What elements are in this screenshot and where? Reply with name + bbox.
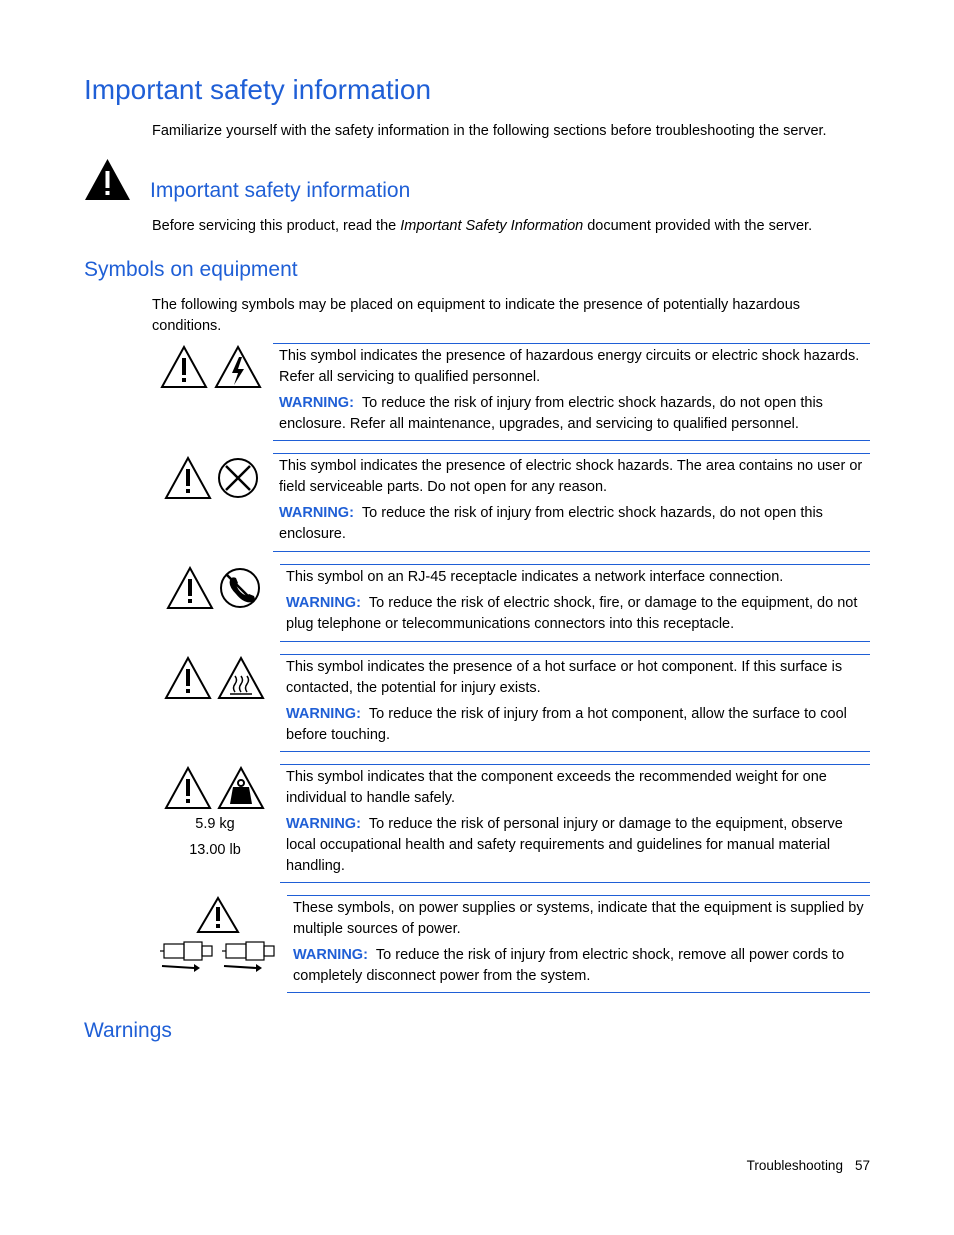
symbol-description: This symbol indicates the presence of a hot surface or hot component. If this surface is contacted, the potential for injury exists. <box>286 659 843 696</box>
intro-text: Familiarize yourself with the safety information in the following sections before troubleshooting the server. <box>152 123 827 139</box>
warning-and-lightning-icon <box>160 345 264 389</box>
section-heading-symbols: Symbols on equipment <box>84 258 298 281</box>
symbol-description: This symbol indicates that the component exceeds the recommended weight for one individual to handle safely. <box>286 769 827 806</box>
symbol-warning: WARNING: To reduce the risk of injury from electric shock, remove all power cords to completely disconnect power from the system. <box>293 947 845 984</box>
symbol-warning: WARNING: To reduce the risk of injury from a hot component, allow the surface to cool before touching. <box>286 706 847 743</box>
page-title: Important safety information <box>84 74 432 105</box>
warning-and-heavy-weight-icon <box>164 766 266 810</box>
warning-and-multiple-power-supplies-icon <box>156 896 280 974</box>
weight-kg-caption: 5.9 kg <box>195 816 235 832</box>
symbol-description: This symbol indicates the presence of hazardous energy circuits or electric shock hazards. Refer all servicing to qualified personnel. <box>279 348 860 385</box>
section-heading-warnings: Warnings <box>84 1019 172 1042</box>
symbol-description: This symbol on an RJ-45 receptacle indicates a network interface connection. <box>286 569 784 585</box>
section-safety-text: Before servicing this product, read the Important Safety Information document provided with the server. <box>152 218 813 234</box>
page-footer <box>735 1158 870 1173</box>
warning-and-hot-surface-icon <box>164 656 266 700</box>
page-number: 57 <box>854 1158 870 1173</box>
footer-section: Troubleshooting <box>746 1158 843 1173</box>
symbol-warning: WARNING: To reduce the risk of injury from electric shock hazards, do not open this enclosure. Refer all maintenance, upgrades, and servicing to qualified personnel. <box>279 395 823 432</box>
warning-and-no-telephone-icon <box>166 566 264 610</box>
symbols-intro-text: The following symbols may be placed on equipment to indicate the presence of potentially hazardous conditions. <box>152 297 801 334</box>
warning-and-no-tools-icon <box>164 456 262 500</box>
section-heading-safety: Important safety information <box>150 179 411 202</box>
symbol-warning: WARNING: To reduce the risk of electric shock, fire, or damage to the equipment, do not plug telephone or telecommunications connectors into this receptacle. <box>286 595 858 632</box>
warning-triangle-icon <box>84 158 131 201</box>
weight-lb-caption: 13.00 lb <box>189 842 241 858</box>
symbol-warning: WARNING: To reduce the risk of injury from electric shock hazards, do not open this enclosure. <box>279 505 823 542</box>
symbol-warning: WARNING: To reduce the risk of personal injury or damage to the equipment, observe local occupational health and safety requirements and guidelines for manual material handling. <box>286 816 843 874</box>
symbol-description: These symbols, on power supplies or systems, indicate that the equipment is supplied by multiple sources of power. <box>293 900 864 937</box>
symbol-description: This symbol indicates the presence of electric shock hazards. The area contains no user or field serviceable parts. Do not open for any reason. <box>279 458 863 495</box>
